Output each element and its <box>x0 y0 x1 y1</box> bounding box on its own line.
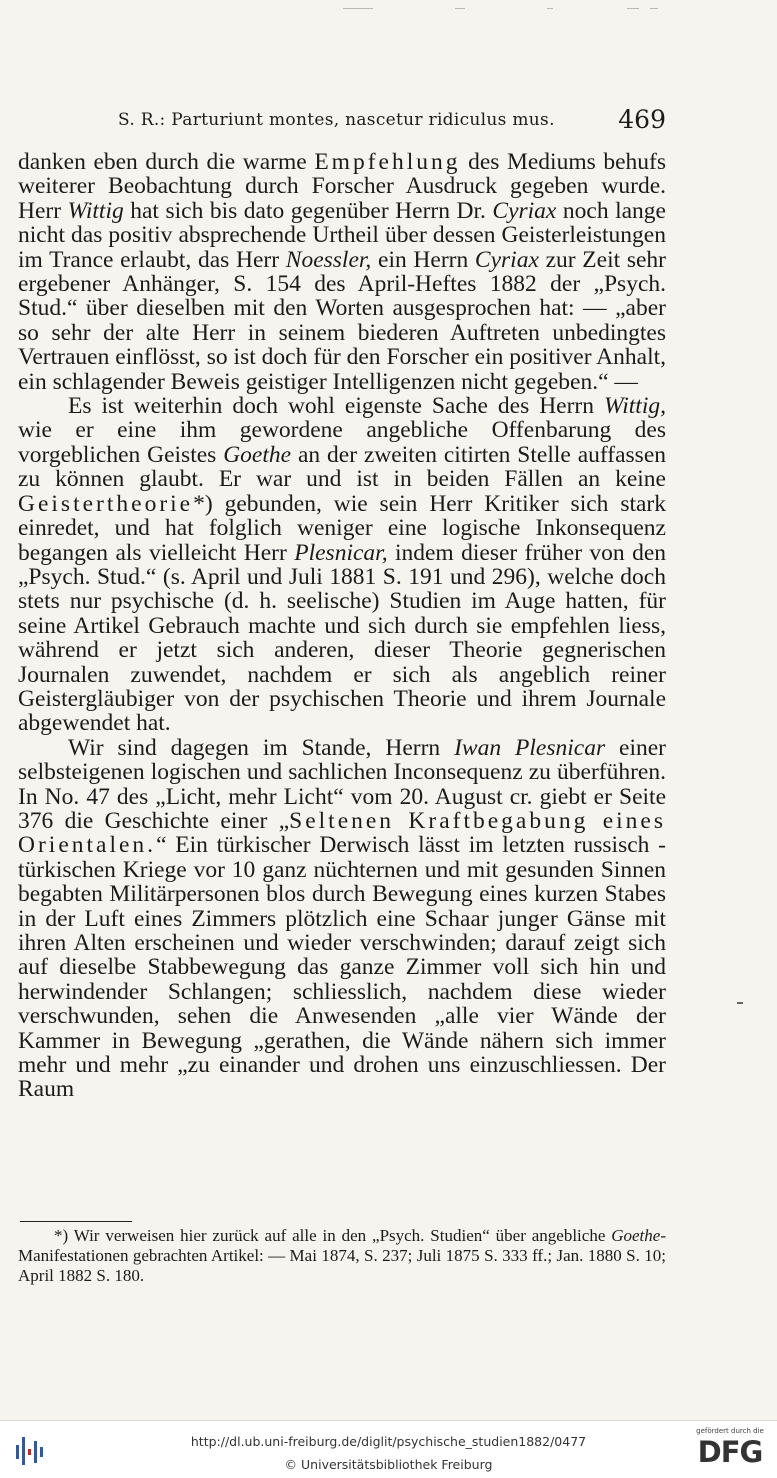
paragraph-2 <box>18 394 666 736</box>
text-run: Wir sind dagegen im Stande, Herrn <box>68 734 455 761</box>
italic-name: Goethe <box>611 1226 661 1245</box>
footnote-rule <box>20 1221 132 1222</box>
italic-name: Wittig, <box>603 393 666 420</box>
italic-name: Plesnicar, <box>294 539 388 566</box>
page-number: 469 <box>618 105 666 134</box>
text-run: Es ist weiterhin doch wohl eigenste Sache des Herrn <box>68 393 604 420</box>
italic-name: Noessler, <box>285 246 372 273</box>
spaced-emphasis: Empfehlung <box>314 149 461 175</box>
text-run: wie er eine ihm gewordene angebliche Offenbarung des vorgeblichen Geistes <box>18 417 666 468</box>
footnote <box>18 1226 666 1286</box>
spaced-emphasis: Geistertheorie <box>18 490 194 517</box>
top-edge-marks <box>0 8 777 14</box>
dfg-wordmark: DFG <box>697 1435 763 1469</box>
main-text <box>18 150 666 1102</box>
text-run: an der zweiten citirten Stelle auffassen zu können glaubt. Er war und ist in beiden Fällen an keine <box>18 441 666 493</box>
text-run: danken eben durch die warme <box>18 149 315 175</box>
italic-name: Cyriax <box>474 246 539 273</box>
italic-name: Wittig <box>67 197 124 224</box>
footnote-text <box>18 1226 666 1286</box>
text-run: noch lange nicht das positiv absprechende Urtheil über dessen Geisterleistungen im Trance erlaubt, das Herr <box>18 197 666 273</box>
running-title: S. R.: Parturiunt montes, nascetur ridiculus mus. <box>118 110 555 130</box>
copyright: © Universitätsbibliothek Freiburg <box>284 1457 493 1472</box>
dfg-logo-icon <box>693 1427 767 1475</box>
text-run: *) gebunden, wie sein Herr Kritiker sich stark einredet, und hat folglich weniger eine logische Inkonsequenz begangen als vielleicht Herr <box>18 490 666 566</box>
italic-name: Cyriax <box>492 197 557 224</box>
italic-name: Iwan Plesnicar <box>454 734 606 761</box>
viewer-footer <box>0 1420 777 1478</box>
dfg-caption: gefördert durch die <box>696 1427 764 1435</box>
text-run: -Manifestationen gebrachten Artikel: — Mai 1874, S. 237; Juli 1875 S. 333 ff.; Jan. 1880 S. 10; April 1882 S. 180. <box>18 1226 666 1285</box>
text-run: *) Wir verweisen hier zurück auf alle in den „Psych. Studien“ über angebliche <box>54 1226 612 1245</box>
text-run: einer selbsteigenen logischen und sachlichen Inconsequenz zu überführen. In No. 47 des „Licht, mehr Licht“ vom 20. August cr. giebt er Seite 376 die Geschichte einer „ <box>18 734 666 834</box>
text-run: des Mediums behufs weiterer Beobachtung durch Forscher Ausdruck gegeben wurde. Herr <box>18 149 666 224</box>
text-run: “ Ein türkischer Derwisch lässt im letzten russisch - türkischen Kriege vor 10 ganz nüchternen und mit gesunden Sinnen begabten Militärpersonen blos durch Bewegung eines kurzen Stabes in der Luft eines Zimmers plötzlich eine Schaar junger Gänse mit ihren Alten erscheinen und wieder verschwinden; darauf zeigt sich auf dieselbe Stabbewegung das ganze Zimmer voll sich hin und herwindender Schlangen; schliesslich, nachdem diese wieder verschwunden, sehen die Anwesenden „alle vier Wände der Kammer in Bewegung „gerathen, die Wände nähern sich immer mehr und mehr „zu einander und drohen uns einzuschliessen. Der Raum <box>18 832 666 1103</box>
italic-name: Goethe <box>223 441 292 468</box>
text-run: ein Herrn <box>371 246 475 273</box>
paragraph-1 <box>18 150 666 394</box>
paragraph-3 <box>18 736 666 1102</box>
text-run: hat sich bis dato gegenüber Herrn Dr. <box>123 197 493 224</box>
running-header <box>118 104 666 136</box>
permalink[interactable]: http://dl.ub.uni-freiburg.de/diglit/psychische_studien1882/0477 <box>190 1434 587 1449</box>
spaced-emphasis: Seltenen Kraftbegabung eines Orientalen. <box>18 807 666 859</box>
text-run: zur Zeit sehr ergebener Anhänger, S. 154 des April-Heftes 1882 der „Psych. Stud.“ über dieselben mit den Worten ausgesprochen hat: — „aber so sehr der alte Herr in seinem biederen Auftreten unbedingtes Vertrauen einflösst, so ist doch für den Forscher ein positiver Anhalt, ein schlagender Beweis geistiger Intelligenzen nicht gegeben.“ — <box>18 246 666 395</box>
text-run: indem dieser früher von den „Psych. Stud.“ (s. April und Juli 1881 S. 191 und 296), welche doch stets nur psychische (d. h. seelische) Studien im Auge hatten, für seine Artikel Gebrauch machte und sich durch sie empfehlen liess, während er jetzt sich anderen, dieser Theorie gegnerischen Journalen zuwendet, nachdem er sich als angeblich reiner Geistergläubiger von der psychischen Theorie und ihrem Journale abgewendet hat. <box>18 539 667 737</box>
scan-speck <box>737 1002 743 1004</box>
